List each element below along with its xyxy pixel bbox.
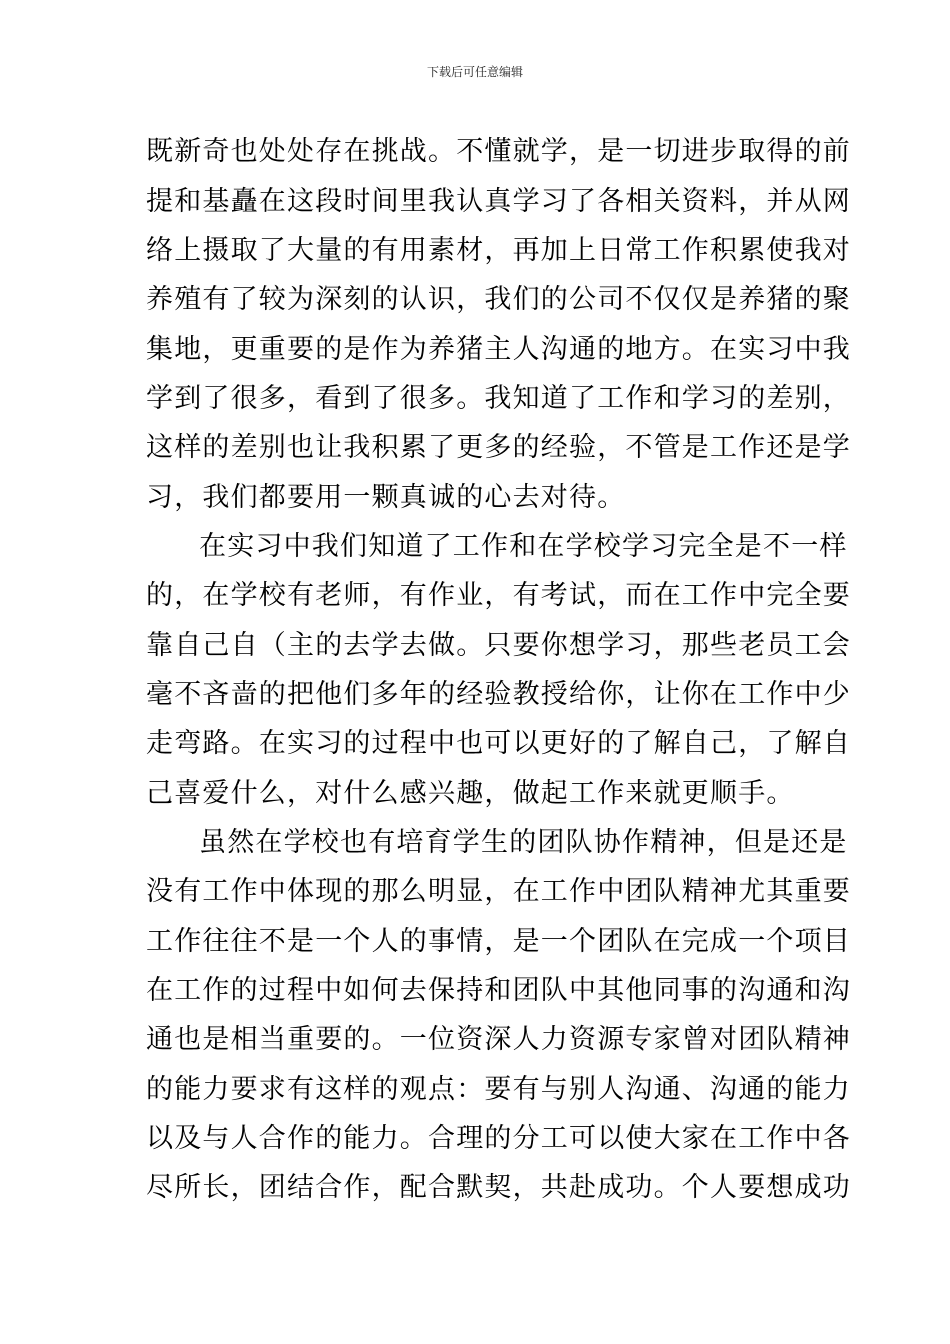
body-line: 在工作的过程中如何去保持和团队中其他同事的沟通和沟 [146,975,851,1006]
body-line: 走弯路。在实习的过程中也可以更好的了解自己，了解自 [146,728,851,759]
paragraph-first-line: 虽然在学校也有培育学生的团队协作精神，但是还是 [199,827,848,858]
body-line: 毫不吝啬的把他们多年的经验教授给你，让你在工作中少 [146,679,851,710]
body-line: 提和基矗在这段时间里我认真学习了各相关资料，并从网 [146,186,851,217]
body-line: 既新奇也处处存在挑战。不懂就学，是一切进步取得的前 [146,136,851,167]
body-line: 这样的差别也让我积累了更多的经验，不管是工作还是学 [146,432,851,463]
body-line: 集地，更重要的是作为养猪主人沟通的地方。在实习中我 [146,334,851,365]
paragraph-first-line: 在实习中我们知道了工作和在学校学习完全是不一样 [199,531,848,562]
body-line: 的能力要求有这样的观点：要有与别人沟通、沟通的能力 [146,1074,851,1105]
body-line: 靠自己自（主的去学去做。只要你想学习，那些老员工会 [146,630,851,661]
body-line: 尽所长，团结合作，配合默契，共赴成功。个人要想成功 [146,1172,851,1203]
body-line: 没有工作中体现的那么明显，在工作中团队精神尤其重要 [146,876,851,907]
body-line: 工作往往不是一个人的事情，是一个团队在完成一个项目 [146,926,851,957]
body-line: 习，我们都要用一颗真诚的心去对待。 [146,482,626,513]
body-line: 学到了很多，看到了很多。我知道了工作和学习的差别， [146,383,851,414]
body-line: 通也是相当重要的。一位资深人力资源专家曾对团队精神 [146,1024,851,1055]
body-line: 养殖有了较为深刻的认识，我们的公司不仅仅是养猪的聚 [146,284,851,315]
body-line: 己喜爱什么，对什么感兴趣，做起工作来就更顺手。 [146,778,795,809]
body-line: 的，在学校有老师，有作业，有考试，而在工作中完全要 [146,580,851,611]
body-line: 络上摄取了大量的有用素材，再加上日常工作积累使我对 [146,235,851,266]
page-header: 下载后可任意编辑 [426,65,523,79]
body-line: 以及与人合作的能力。合理的分工可以使大家在工作中各 [146,1123,851,1154]
